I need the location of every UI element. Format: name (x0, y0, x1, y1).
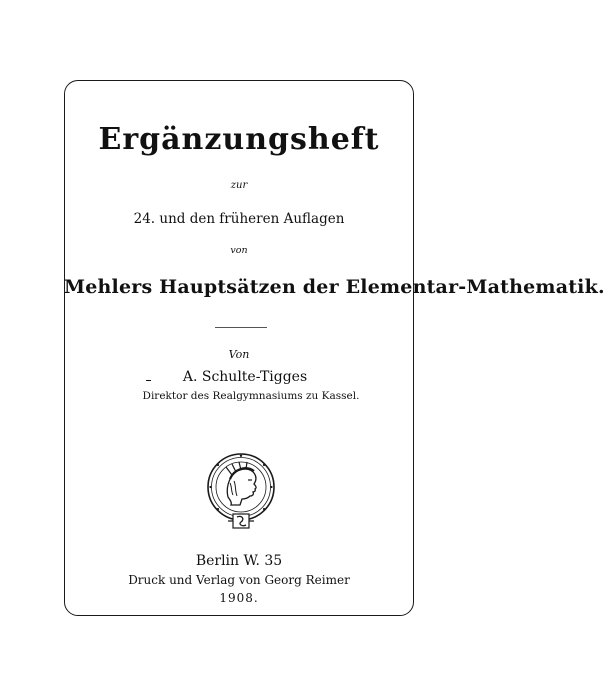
book-title: Ergänzungsheft (98, 122, 380, 157)
publisher-line: Druck und Verlag von Georg Reimer (128, 573, 350, 587)
von-author-label: Von (228, 348, 250, 361)
author-name: A. Schulte-Tigges (182, 369, 308, 385)
author-role: Direktor des Realgymnasiums zu Kassel. (142, 390, 360, 402)
publisher-mark-head-icon (204, 451, 278, 531)
divider (215, 327, 267, 328)
publication-place: Berlin W. 35 (195, 553, 283, 569)
von-label: von (230, 245, 248, 256)
editions-line: 24. und den früheren Auflagen (133, 211, 345, 227)
work-title: Mehlers Hauptsätzen der Elementar-Mathematik. (64, 276, 605, 298)
publication-year: 1908. (219, 591, 259, 605)
zur-label: zur (230, 180, 248, 191)
